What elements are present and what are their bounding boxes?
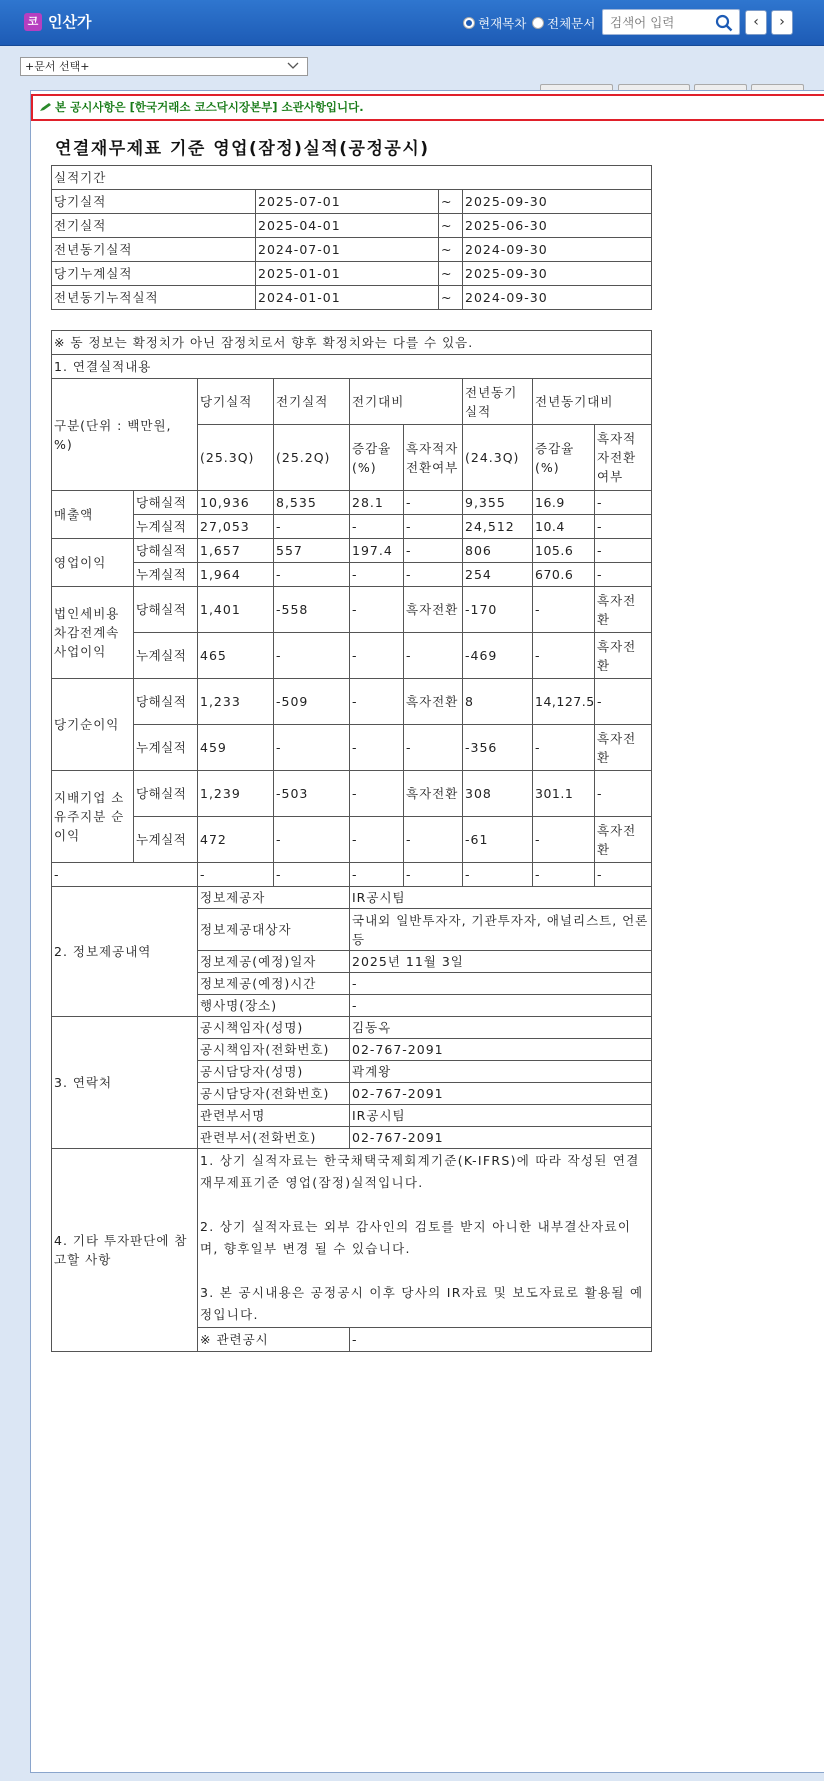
document-viewer xyxy=(30,90,824,1773)
document-select[interactable] xyxy=(20,57,308,76)
value-cell: - xyxy=(350,633,404,679)
section2-body xyxy=(52,887,652,1017)
scope-all-radio[interactable] xyxy=(532,14,595,32)
value-cell: - xyxy=(595,491,652,515)
table-row xyxy=(52,515,652,539)
value-cell: -356 xyxy=(463,725,533,771)
item-name: 당기순이익 xyxy=(52,679,134,771)
table-row xyxy=(52,1017,652,1039)
row-type: 누계실적 xyxy=(134,817,198,863)
scope-current-radio[interactable] xyxy=(463,14,526,32)
value-cell: 흑자전환 xyxy=(595,725,652,771)
document-title: 연결재무제표 기준 영업(잠정)실적(공정공시) xyxy=(55,139,430,159)
item-name: 지배기업 소유주지분 순이익 xyxy=(52,771,134,863)
row-type: 당해실적 xyxy=(134,491,198,515)
value-cell: - xyxy=(274,817,350,863)
value-cell: - xyxy=(595,771,652,817)
company-name: 인산가 xyxy=(48,13,92,31)
field-label: 행사명(장소) xyxy=(198,995,350,1017)
field-label: 공시담당자(성명) xyxy=(198,1061,350,1083)
table-row xyxy=(52,771,652,817)
value-cell: 9,355 xyxy=(463,491,533,515)
field-value: 김동옥 xyxy=(350,1017,652,1039)
value-cell: 14,127.5 xyxy=(533,679,595,725)
company-logo-badge: 코 xyxy=(24,13,42,31)
field-label: 공시책임자(성명) xyxy=(198,1017,350,1039)
value-cell: - xyxy=(404,633,463,679)
value-cell: 806 xyxy=(463,539,533,563)
row-type: 누계실적 xyxy=(134,563,198,587)
chevron-down-icon xyxy=(287,61,299,71)
section3-body xyxy=(52,1017,652,1149)
scope-current-label: 현재목차 xyxy=(478,16,527,31)
value-cell: 27,053 xyxy=(198,515,274,539)
value-cell: 8 xyxy=(463,679,533,725)
top-bar xyxy=(0,0,824,46)
value-cell: 1,233 xyxy=(198,679,274,725)
row-type: 누계실적 xyxy=(134,725,198,771)
item-name: 영업이익 xyxy=(52,539,134,587)
value-cell: 24,512 xyxy=(463,515,533,539)
value-cell: 흑자전환 xyxy=(404,771,463,817)
note-2: 2. 상기 실적자료는 외부 감사인의 검토를 받지 아니한 내부결산자료이며, 향후일부 변경 될 수 있습니다. xyxy=(200,1219,632,1256)
period-header: 실적기간 xyxy=(52,166,652,190)
row-type: 당해실적 xyxy=(134,771,198,817)
value-cell: 472 xyxy=(198,817,274,863)
field-label: 정보제공대상자 xyxy=(198,909,350,951)
row-type: 누계실적 xyxy=(134,515,198,539)
value-cell: 1,401 xyxy=(198,587,274,633)
table-row: 전년동기누적실적 2024-01-01 ~ 2024-09-30 xyxy=(52,286,652,310)
table-row xyxy=(52,817,652,863)
value-cell: - xyxy=(350,587,404,633)
period-table xyxy=(51,165,652,310)
value-cell: 1,964 xyxy=(198,563,274,587)
value-cell: 흑자전환 xyxy=(595,587,652,633)
unit-header: 구분(단위 : 백만원, %) xyxy=(52,379,198,491)
value-cell: 254 xyxy=(463,563,533,587)
table-row: 전기실적 2025-04-01 ~ 2025-06-30 xyxy=(52,214,652,238)
row-type: 누계실적 xyxy=(134,633,198,679)
value-cell: -61 xyxy=(463,817,533,863)
note-1: 1. 상기 실적자료는 한국채택국제회계기준(K-IFRS)에 따라 작성된 연결 재무제표기준 영업(잠정)실적입니다. xyxy=(200,1153,640,1190)
value-cell: 흑자전환 xyxy=(595,633,652,679)
value-cell: - xyxy=(404,725,463,771)
value-cell: 28.1 xyxy=(350,491,404,515)
value-cell: 308 xyxy=(463,771,533,817)
table-row: 당기실적 2025-07-01 ~ 2025-09-30 xyxy=(52,190,652,214)
field-label: 관련부서(전화번호) xyxy=(198,1127,350,1149)
field-value: - xyxy=(350,995,652,1017)
disclaimer: ※ 동 정보는 확정치가 아닌 잠정치로서 향후 확정치와는 다를 수 있음. xyxy=(52,331,652,355)
value-cell: - xyxy=(350,725,404,771)
notice-banner xyxy=(31,94,824,121)
value-cell: - xyxy=(274,725,350,771)
value-cell: 105.6 xyxy=(533,539,595,563)
search-box xyxy=(602,9,740,35)
section-title: 3. 연락처 xyxy=(52,1017,198,1149)
radio-checked-icon xyxy=(463,17,475,29)
field-value: 02-767-2091 xyxy=(350,1127,652,1149)
value-cell: 557 xyxy=(274,539,350,563)
table-row xyxy=(52,539,652,563)
field-label: 관련부서명 xyxy=(198,1105,350,1127)
item-name: 매출액 xyxy=(52,491,134,539)
value-cell: - xyxy=(595,539,652,563)
value-cell: - xyxy=(595,679,652,725)
value-cell: - xyxy=(350,679,404,725)
related-label: ※ 관련공시 xyxy=(198,1328,350,1352)
results-body xyxy=(52,491,652,863)
value-cell: - xyxy=(595,563,652,587)
results-table: ※ 동 정보는 확정치가 아닌 잠정치로서 향후 확정치와는 다를 수 있음. 1. 연결실적내용 구분(단위 : 백만원, %) 당기실적 전기실적 전기대비 전년동기실적 전년동기대비 (25.3Q) (25.2Q) 증감율(%) 흑자적자전환여부 (24.3Q) 증감율(%) 흑자적자전환여부 매출액 당해실적 10,936 8,535 28.1 - 9,355 16.9 - 누계실적 27,053 - - - 24,512 10.4 - 영업이익 당해실적 1,657 557 197.4 - 806 105.6 - 누계실적 1,964 - - - 254 670.6 - 법인세비용차감전계속사업이익 당해실적 1,401 -558 - 흑자전환 -170 - 흑자전환 누계실적 465 - - - -469 - 흑자전환 당기순이익 당해실적 1,233 -509 - 흑자전환 8 14,127.5 - 누계실적 459 - - - -356 - 흑자전환 지배기업 소유주지분 순이익 당해실적 1,239 -503 - 흑자전환 308 301.1 - 누계실적 472 - - - -61 - 흑자전환 - - - - - - - - 2. 정보제공내역 정보제공자 IR공시팀 정보제공대상자 국내외 일반투자자, 기관투자자, 애널리스트, 언론 등 정보제공(예정)일자 2025년 11월 3일 정보제공(예정)시간 - 행사명(장소) - 3. 연락처 공시책임자(성명) 김동옥 공시책임자(전화번호) 02-767-2091 공시담당자(성명) 곽계왕 공시담당자(전화번호) 02-767-2091 관련부서명 IR공시팀 관련부서(전화번호) 02-767-2091 4. 기타 투자판단에 참고할 사항 1. 상기 실적자료는 한국채택국제회계기준(K-IFRS)에 따라 작성된 연결 재무제표기준 영업(잠정)실적입니다. 2. 상기 실적자료는 외부 감사인의 검토를 받지 아니한 내부결산자료이며, 향후일부 변경 될 수 있습니다. 3. 본 공시내용은 공정공시 이후 당사의 IR자료 및 보도자료로 활용될 예정입니다. ※ 관련공시 - xyxy=(51,330,652,1352)
field-value: 국내외 일반투자자, 기관투자자, 애널리스트, 언론 등 xyxy=(350,909,652,951)
value-cell: 16.9 xyxy=(533,491,595,515)
value-cell: - xyxy=(274,563,350,587)
value-cell: - xyxy=(533,725,595,771)
value-cell: 465 xyxy=(198,633,274,679)
section4-title: 4. 기타 투자판단에 참고할 사항 xyxy=(52,1149,198,1352)
value-cell: 670.6 xyxy=(533,563,595,587)
field-label: 공시담당자(전화번호) xyxy=(198,1083,350,1105)
value-cell: -170 xyxy=(463,587,533,633)
dash-row: - - - - - - - - xyxy=(52,863,652,887)
value-cell: -509 xyxy=(274,679,350,725)
table-row xyxy=(52,887,652,909)
field-label: 정보제공자 xyxy=(198,887,350,909)
value-cell: - xyxy=(404,817,463,863)
field-label: 공시책임자(전화번호) xyxy=(198,1039,350,1061)
value-cell: - xyxy=(533,817,595,863)
value-cell: - xyxy=(533,633,595,679)
table-row xyxy=(52,587,652,633)
search-icon[interactable] xyxy=(715,14,733,32)
field-value: IR공시팀 xyxy=(350,887,652,909)
row-type: 당해실적 xyxy=(134,587,198,633)
value-cell: 흑자전환 xyxy=(404,679,463,725)
value-cell: -503 xyxy=(274,771,350,817)
table-row xyxy=(52,633,652,679)
value-cell: - xyxy=(274,633,350,679)
value-cell: 흑자전환 xyxy=(404,587,463,633)
search-input[interactable] xyxy=(603,10,713,34)
value-cell: - xyxy=(350,515,404,539)
table-row xyxy=(52,563,652,587)
value-cell: 10.4 xyxy=(533,515,595,539)
item-name: 법인세비용차감전계속사업이익 xyxy=(52,587,134,679)
row-type: 당해실적 xyxy=(134,539,198,563)
value-cell: 1,239 xyxy=(198,771,274,817)
section1-title: 1. 연결실적내용 xyxy=(52,355,652,379)
value-cell: - xyxy=(404,563,463,587)
next-button[interactable]: › xyxy=(771,10,793,35)
value-cell: - xyxy=(404,515,463,539)
value-cell: 301.1 xyxy=(533,771,595,817)
value-cell: - xyxy=(595,515,652,539)
value-cell: - xyxy=(274,515,350,539)
table-row xyxy=(52,679,652,725)
pencil-icon xyxy=(39,102,52,112)
section-title: 2. 정보제공내역 xyxy=(52,887,198,1017)
field-value: - xyxy=(350,973,652,995)
table-row: 당기누계실적 2025-01-01 ~ 2025-09-30 xyxy=(52,262,652,286)
radio-unchecked-icon xyxy=(532,17,544,29)
note-3: 3. 본 공시내용은 공정공시 이후 당사의 IR자료 및 보도자료로 활용될 예정입니다. xyxy=(200,1285,644,1322)
field-value: 02-767-2091 xyxy=(350,1083,652,1105)
value-cell: 흑자전환 xyxy=(595,817,652,863)
value-cell: - xyxy=(350,563,404,587)
scope-all-label: 전체문서 xyxy=(547,16,596,31)
prev-button[interactable]: ‹ xyxy=(745,10,767,35)
table-row xyxy=(52,491,652,515)
value-cell: 10,936 xyxy=(198,491,274,515)
value-cell: - xyxy=(404,539,463,563)
value-cell: - xyxy=(533,587,595,633)
value-cell: - xyxy=(350,771,404,817)
field-value: 02-767-2091 xyxy=(350,1039,652,1061)
value-cell: - xyxy=(350,817,404,863)
table-row xyxy=(52,725,652,771)
field-value: 곽계왕 xyxy=(350,1061,652,1083)
value-cell: 1,657 xyxy=(198,539,274,563)
value-cell: - xyxy=(404,491,463,515)
value-cell: -469 xyxy=(463,633,533,679)
notice-text: 본 공시사항은 [한국거래소 코스닥시장본부] 소관사항입니다. xyxy=(55,100,364,114)
related-value: - xyxy=(350,1328,652,1352)
table-row: 전년동기실적 2024-07-01 ~ 2024-09-30 xyxy=(52,238,652,262)
value-cell: 197.4 xyxy=(350,539,404,563)
value-cell: 459 xyxy=(198,725,274,771)
value-cell: 8,535 xyxy=(274,491,350,515)
field-value: 2025년 11월 3일 xyxy=(350,951,652,973)
field-value: IR공시팀 xyxy=(350,1105,652,1127)
row-type: 당해실적 xyxy=(134,679,198,725)
value-cell: -558 xyxy=(274,587,350,633)
document-select-value: +문서 선택+ xyxy=(25,60,90,73)
field-label: 정보제공(예정)일자 xyxy=(198,951,350,973)
field-label: 정보제공(예정)시간 xyxy=(198,973,350,995)
